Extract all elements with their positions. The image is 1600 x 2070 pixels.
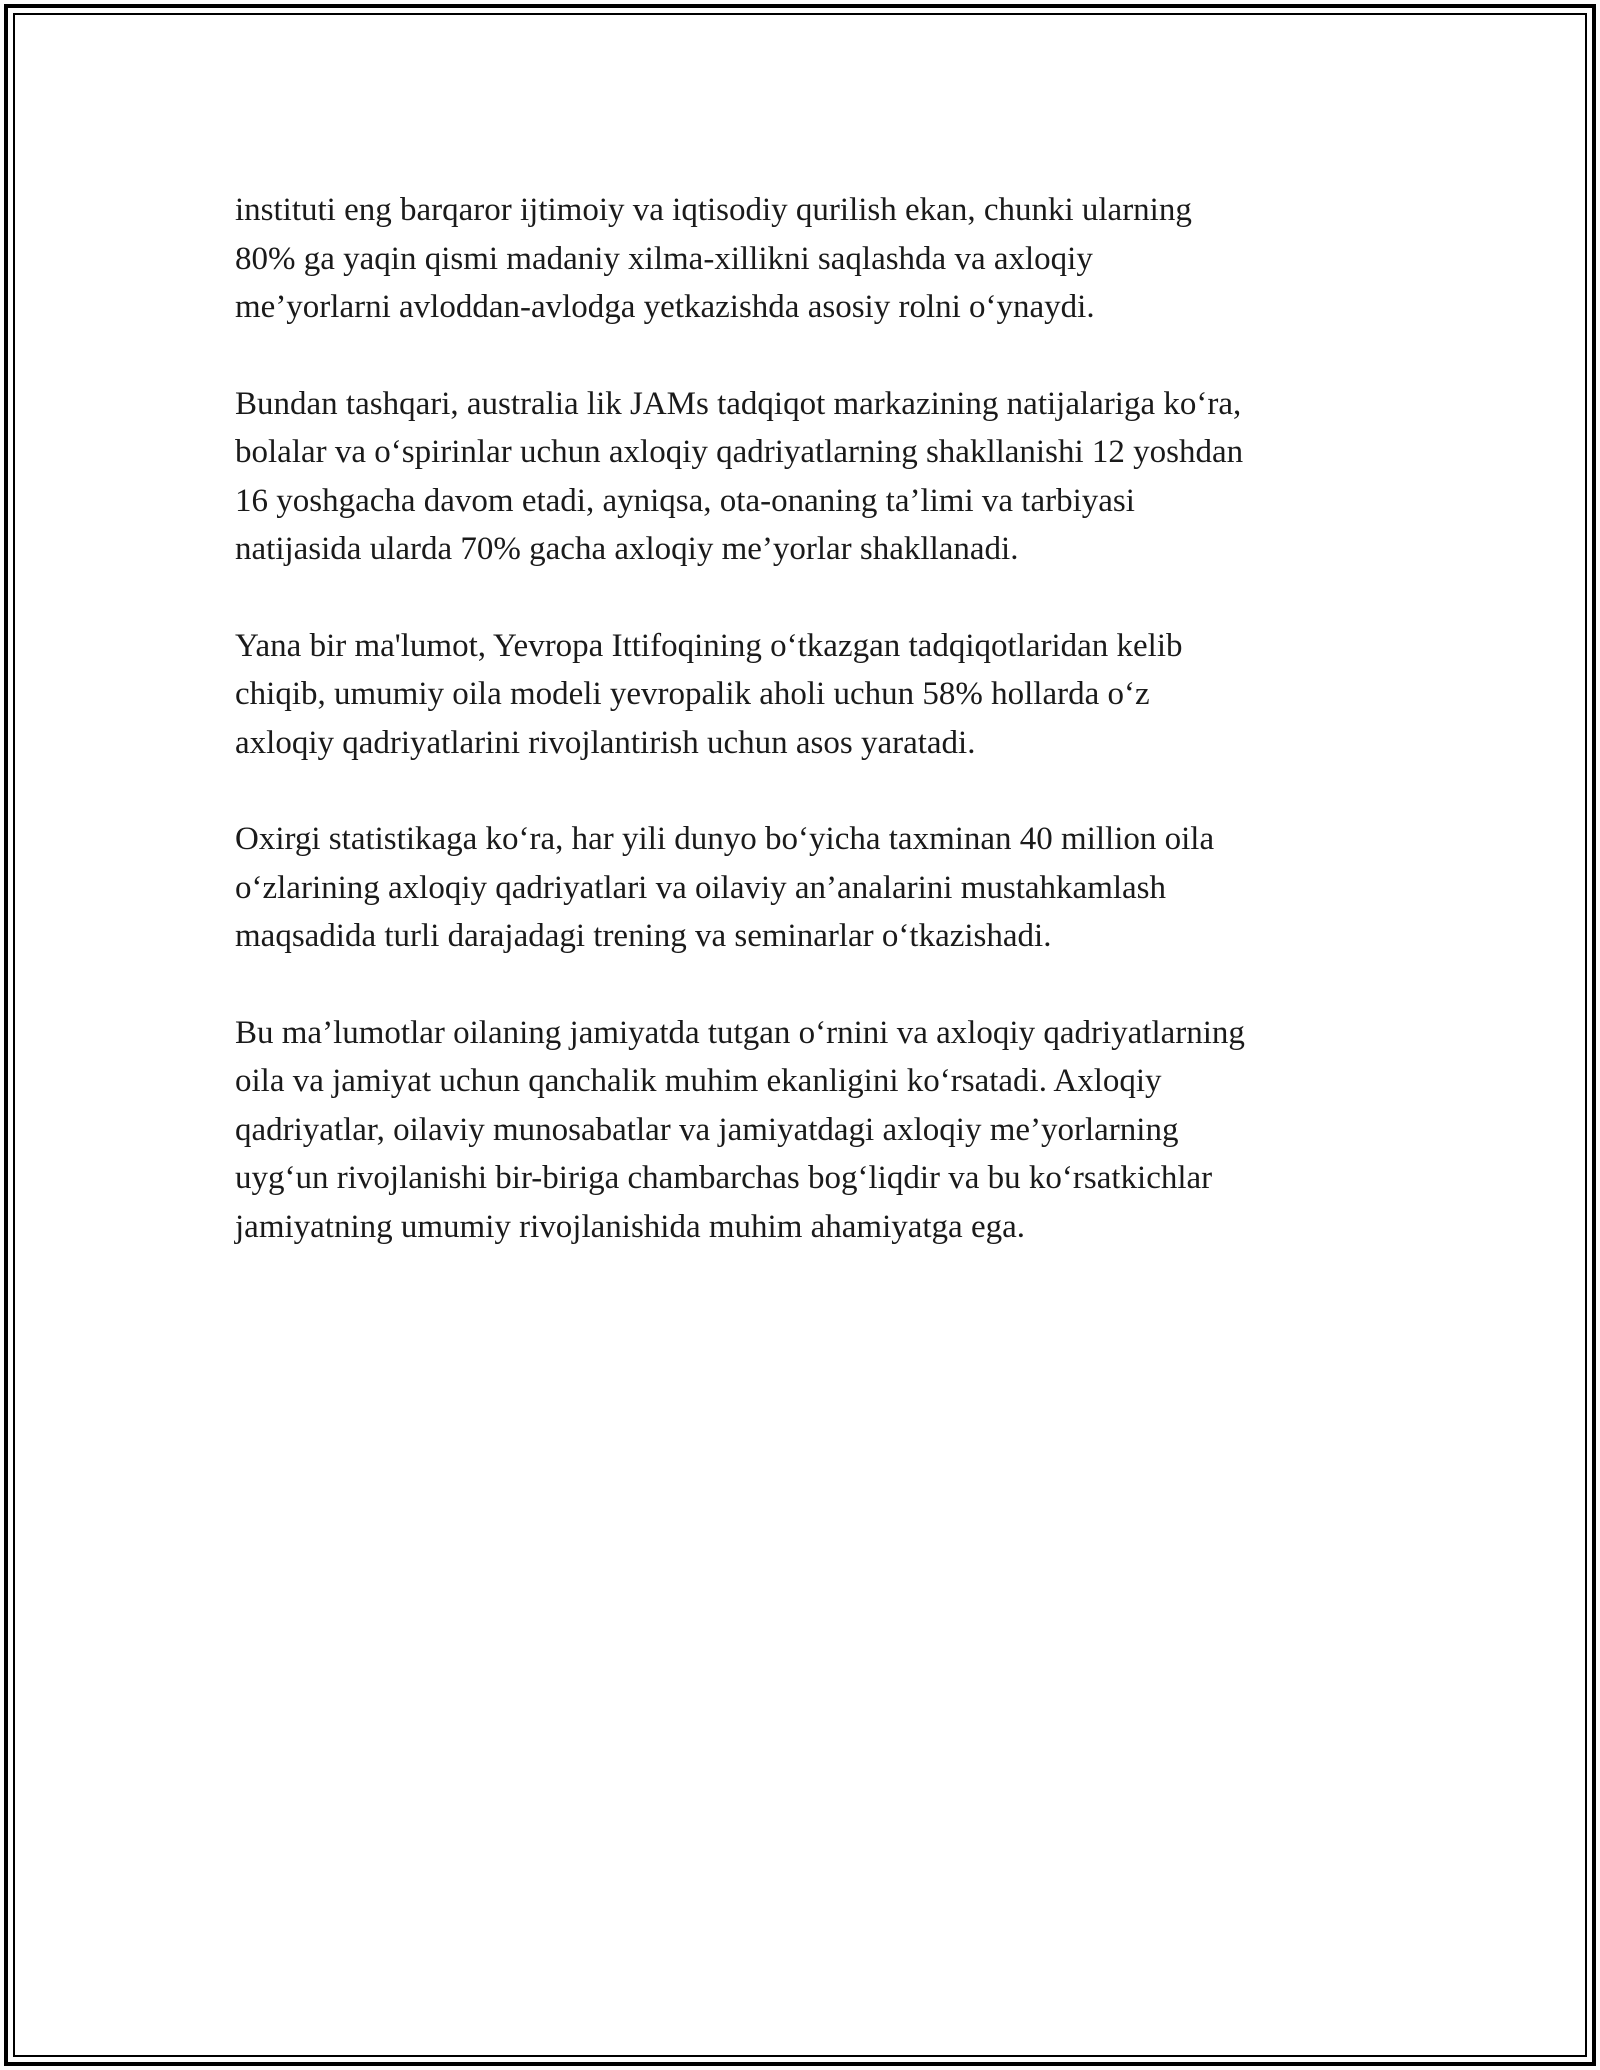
text-line: Oxirgi statistikaga ko‘ra, har yili dunyo bo‘yicha taxminan 40 million oila <box>235 821 1215 857</box>
text-line: axloqiy qadriyatlarini rivojlantirish uchun asos yaratadi. <box>235 724 976 761</box>
text-line: Yana bir ma'lumot, Yevropa Ittifoqining o‘tkazgan tadqiqotlaridan kelib <box>235 627 1183 664</box>
text-line: chiqib, umumiy oila modeli yevropalik aholi uchun 58% hollarda o‘z <box>235 676 1150 712</box>
paragraph-1 <box>235 186 1375 332</box>
paragraph-5 <box>235 1009 1375 1252</box>
text-line: 80% ga yaqin qismi madaniy xilma-xillikni saqlashda va axloqiy <box>235 240 1093 277</box>
text-line: me’yorlarni avloddan-avlodga yetkazishda asosiy rolni o‘ynaydi. <box>235 289 1095 325</box>
text-line: 16 yoshgacha davom etadi, ayniqsa, ota-onaning ta’limi va tarbiyasi <box>235 482 1135 519</box>
text-line: natijasida ularda 70% gacha axloqiy me’yorlar shakllanadi. <box>235 531 1019 567</box>
text-line: instituti eng barqaror ijtimoiy va iqtisodiy qurilish ekan, chunki ularning <box>235 192 1192 228</box>
text-line: Bu ma’lumotlar oilaning jamiyatda tutgan o‘rnini va axloqiy qadriyatlarning <box>235 1014 1245 1051</box>
text-line: qadriyatlar, oilaviy munosabatlar va jamiyatdagi axloqiy me’yorlarning <box>235 1111 1179 1148</box>
paragraph-4 <box>235 815 1375 961</box>
text-line: jamiyatning umumiy rivojlanishida muhim ahamiyatga ega. <box>235 1208 1026 1245</box>
text-line: Bundan tashqari, australia lik JAMs tadqiqot markazining natijalariga ko‘ra, <box>235 385 1242 422</box>
text-line: uyg‘un rivojlanishi bir-biriga chambarchas bog‘liqdir va bu ko‘rsatkichlar <box>235 1160 1213 1196</box>
paragraph-2 <box>235 380 1375 574</box>
paragraph-3 <box>235 622 1375 768</box>
text-line: oila va jamiyat uchun qanchalik muhim ekanligini ko‘rsatadi. Axloqiy <box>235 1063 1162 1099</box>
text-line: maqsadida turli darajadagi trening va seminarlar o‘tkazishadi. <box>235 918 1052 954</box>
text-line: bolalar va o‘spirinlar uchun axloqiy qadriyatlarning shakllanishi 12 yoshdan <box>235 434 1244 470</box>
document-body <box>235 186 1375 1299</box>
text-line: o‘zlarining axloqiy qadriyatlari va oilaviy an’analarini mustahkamlash <box>235 869 1167 906</box>
